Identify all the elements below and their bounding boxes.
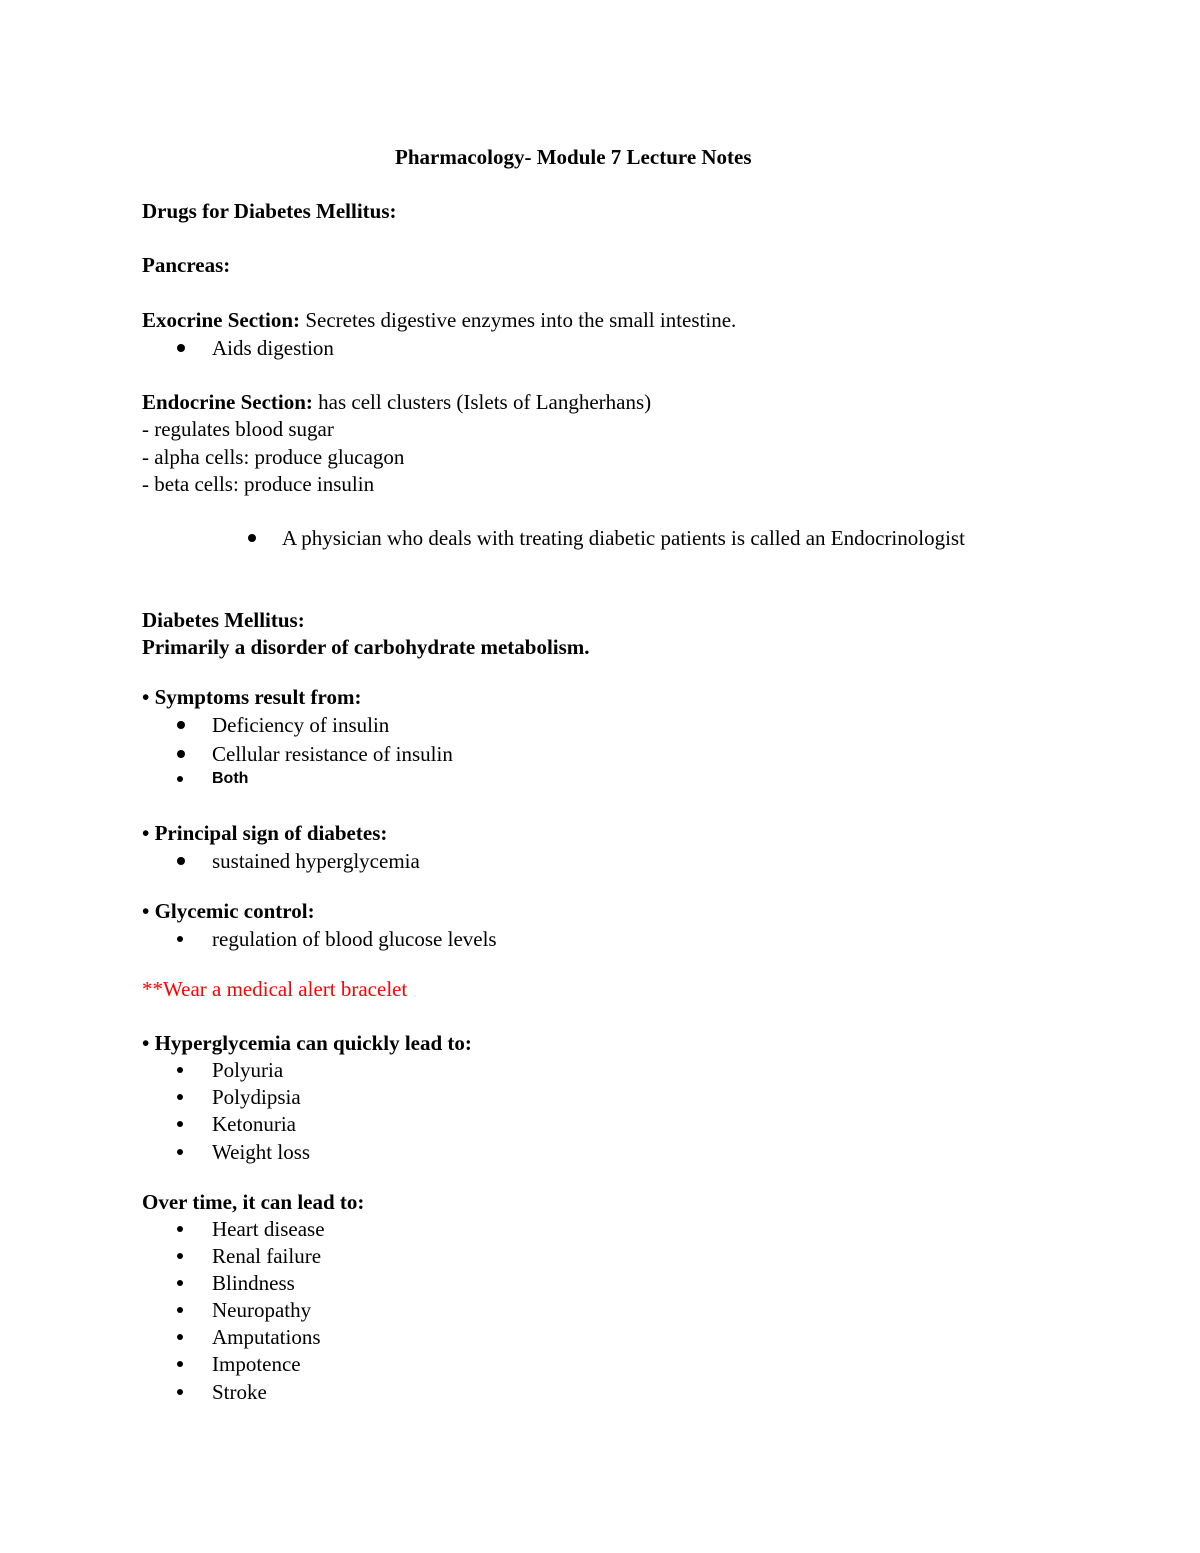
page-title: Pharmacology- Module 7 Lecture Notes: [395, 145, 752, 169]
bullet-dot-icon: [177, 1334, 183, 1340]
dm-subheading: Primarily a disorder of carbohydrate metabolism.: [142, 635, 590, 659]
bullet-dot-icon: [177, 344, 185, 352]
alert-note: **Wear a medical alert bracelet: [142, 977, 408, 1001]
exocrine-line: [142, 307, 736, 333]
principal-heading: • Principal sign of diabetes:: [142, 821, 388, 845]
bullet-dot-icon: [177, 1094, 183, 1100]
bullet-dot-icon: [177, 857, 185, 865]
endocrine-line: [142, 389, 651, 415]
bullet-dot-icon: [177, 1361, 183, 1367]
bullet-dot-icon: [177, 936, 183, 942]
exocrine-label: Exocrine Section:: [142, 308, 301, 332]
bullet-dot-icon: [177, 1149, 183, 1155]
endocrine-detail: - beta cells: produce insulin: [142, 472, 375, 496]
symptoms-heading: • Symptoms result from:: [142, 685, 362, 709]
bullet-dot-icon: [177, 1253, 183, 1259]
bullet-dot-icon: [177, 1226, 183, 1232]
exocrine-text: Secretes digestive enzymes into the small intestine.: [300, 308, 737, 332]
endocrine-detail: - alpha cells: produce glucagon: [142, 445, 405, 469]
bullet-dot-icon: [177, 776, 183, 782]
bullet-dot-icon: [177, 1121, 183, 1127]
bullet-dot-icon: [177, 1280, 183, 1286]
drugs-heading: Drugs for Diabetes Mellitus:: [142, 199, 397, 223]
dm-heading: Diabetes Mellitus:: [142, 608, 305, 632]
pancreas-heading: Pancreas:: [142, 253, 231, 277]
bullet-dot-icon: [177, 750, 185, 758]
bullet-dot-icon: [177, 1389, 183, 1395]
endocrine-detail: - regulates blood sugar: [142, 417, 334, 441]
glycemic-heading: • Glycemic control:: [142, 899, 315, 923]
bullet-dot-icon: [248, 534, 256, 542]
bullet-dot-icon: [177, 1307, 183, 1313]
endocrine-text: has cell clusters (Islets of Langherhans): [312, 390, 652, 414]
bullet-dot-icon: [177, 721, 185, 729]
endocrine-label: Endocrine Section:: [142, 390, 313, 414]
bullet-dot-icon: [177, 1067, 183, 1073]
hyperglycemia-heading: • Hyperglycemia can quickly lead to:: [142, 1031, 472, 1055]
overtime-heading: Over time, it can lead to:: [142, 1190, 365, 1214]
